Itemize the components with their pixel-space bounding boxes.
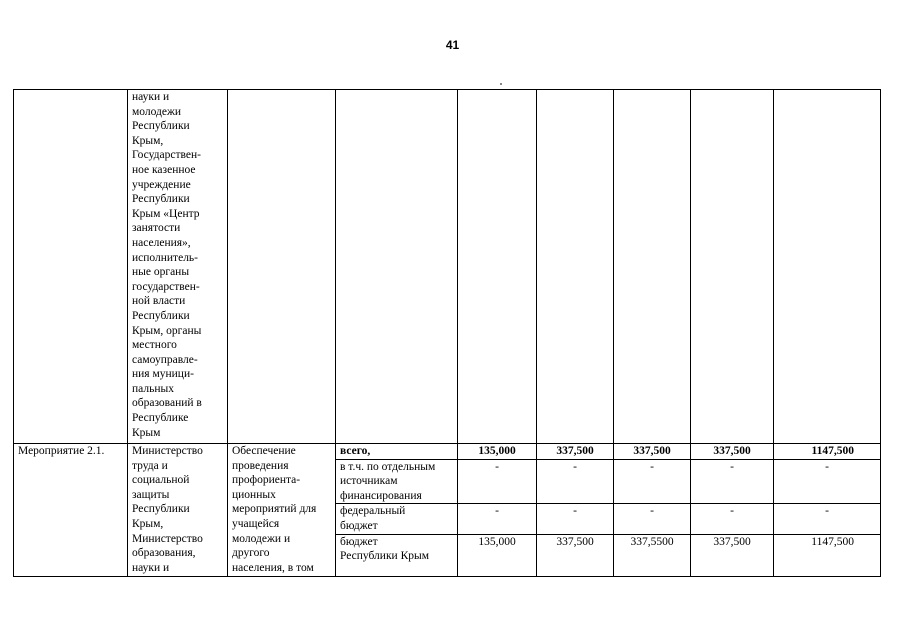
value-cell: - — [458, 504, 537, 534]
funding-source-breakdown: в т.ч. по отдельным источникам финансирования — [336, 459, 458, 504]
value-cell: 337,500 — [614, 444, 691, 460]
measure-executor: Министерство труда и социальной защиты Республики Крым, Министерство образования, науки и — [128, 444, 228, 577]
value-cell: 337,500 — [537, 534, 614, 576]
page-number: 41 — [445, 38, 460, 52]
measure-row — [14, 444, 881, 460]
value-cell: 337,5500 — [614, 534, 691, 576]
value-cell: 337,500 — [537, 444, 614, 460]
value-cell: - — [691, 459, 774, 504]
value-cell: - — [691, 504, 774, 534]
description-cell — [228, 90, 336, 444]
measure-name-cell — [14, 90, 128, 444]
funding-source-federal: федеральный бюджет — [336, 504, 458, 534]
value-cell: 135,000 — [458, 534, 537, 576]
value-cell: - — [537, 459, 614, 504]
value-cell — [691, 90, 774, 444]
value-cell: - — [774, 504, 881, 534]
continued-row — [14, 90, 881, 444]
value-cell — [774, 90, 881, 444]
funding-source-total: всего, — [336, 444, 458, 460]
measure-description: Обеспечение проведения профориента- ционных мероприятий для учащейся молодежи и другого населения, в том — [228, 444, 336, 577]
value-cell — [458, 90, 537, 444]
measure-name: Мероприятие 2.1. — [14, 444, 128, 577]
scan-speck — [500, 83, 502, 85]
value-cell: 337,500 — [691, 534, 774, 576]
value-cell: 337,500 — [691, 444, 774, 460]
value-cell — [614, 90, 691, 444]
program-table — [13, 89, 881, 577]
value-cell: 1147,500 — [774, 444, 881, 460]
value-cell: - — [614, 459, 691, 504]
funding-source-cell — [336, 90, 458, 444]
value-cell: - — [537, 504, 614, 534]
value-cell: - — [614, 504, 691, 534]
value-cell — [537, 90, 614, 444]
value-cell: 135,000 — [458, 444, 537, 460]
value-cell: - — [774, 459, 881, 504]
value-cell: - — [458, 459, 537, 504]
executor-cell: науки и молодежи Республики Крым, Государствен- ное казенное учреждение Республики Крым «Центр занятости населения», исполнитель- ные органы государствен- ной власти Республики Крым, органы местного самоуправле- ния муници- пальных образований в Республике Крым — [128, 90, 228, 444]
funding-source-regional: бюджет Республики Крым — [336, 534, 458, 576]
value-cell: 1147,500 — [774, 534, 881, 576]
